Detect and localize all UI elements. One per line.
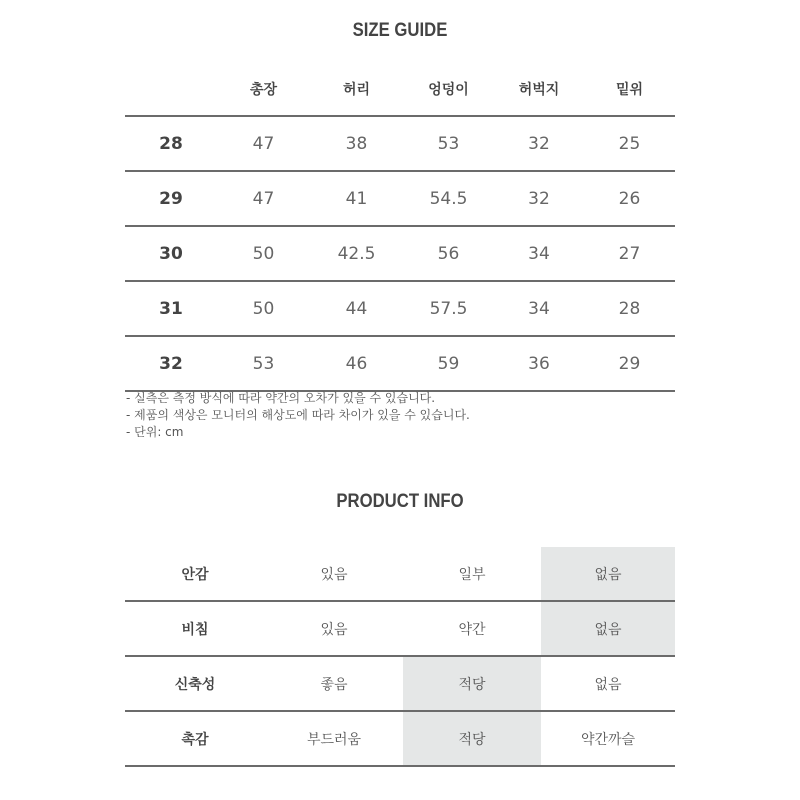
attribute-option: 있음 [320, 566, 348, 583]
table-cell: 34 [528, 298, 550, 319]
attribute-option: 좋음 [320, 676, 348, 693]
column-header: 밑위 [615, 81, 644, 98]
note-line: - 단위: cm [126, 425, 184, 439]
table-cell: 38 [345, 133, 368, 154]
column-header: 허벅지 [518, 81, 560, 98]
table-cell: 25 [618, 133, 641, 154]
attribute-option: 없음 [594, 676, 622, 693]
table-cell: 47 [252, 188, 275, 209]
attribute-label: 안감 [181, 566, 209, 583]
size-label: 32 [159, 353, 183, 374]
table-cell: 34 [528, 243, 550, 264]
column-header: 엉덩이 [428, 81, 469, 98]
table-cell: 28 [618, 298, 641, 319]
attribute-option: 적당 [403, 657, 541, 710]
note-line: - 실측은 측정 방식에 따라 약간의 오차가 있을 수 있습니다. [126, 391, 436, 405]
attribute-option: 일부 [458, 566, 486, 583]
size-label: 28 [159, 133, 183, 154]
table-cell: 57.5 [429, 298, 468, 319]
attribute-label: 비침 [181, 621, 209, 638]
table-cell: 36 [528, 353, 550, 374]
attribute-option: 있음 [320, 621, 348, 638]
column-header: 허리 [342, 81, 371, 98]
table-row [125, 712, 675, 767]
table-cell: 42.5 [337, 243, 376, 264]
table-row [125, 602, 675, 657]
size-notes [126, 390, 470, 441]
table-row [125, 227, 675, 282]
table-cell: 54.5 [429, 188, 468, 209]
attribute-label: 촉감 [181, 731, 209, 748]
table-cell: 26 [618, 188, 641, 209]
note-line: - 제품의 색상은 모니터의 해상도에 따라 차이가 있을 수 있습니다. [126, 408, 470, 422]
size-table-header [125, 62, 675, 117]
table-cell: 29 [618, 353, 641, 374]
table-cell: 32 [528, 133, 550, 154]
table-row [125, 117, 675, 172]
size-table [125, 62, 675, 392]
table-cell: 50 [252, 298, 275, 319]
table-row [125, 657, 675, 712]
column-header: 총장 [249, 81, 278, 98]
table-cell: 53 [437, 133, 460, 154]
size-guide-title: SIZE GUIDE [352, 20, 448, 41]
table-cell: 53 [252, 353, 275, 374]
table-row [125, 282, 675, 337]
attribute-label: 신축성 [174, 676, 216, 693]
table-row [125, 547, 675, 602]
product-info-title: PRODUCT INFO [336, 491, 464, 512]
table-row [125, 337, 675, 392]
table-cell: 27 [618, 243, 641, 264]
attribute-option: 약간까슬 [580, 731, 636, 748]
table-cell: 47 [252, 133, 275, 154]
attribute-option: 적당 [403, 712, 541, 765]
table-cell: 50 [252, 243, 275, 264]
table-cell: 56 [437, 243, 460, 264]
attribute-option: 부드러움 [306, 731, 362, 748]
product-info-table [125, 547, 675, 767]
table-cell: 32 [528, 188, 550, 209]
attribute-option: 약간 [458, 621, 486, 638]
attribute-option: 없음 [541, 547, 675, 600]
table-cell: 46 [345, 353, 368, 374]
table-cell: 59 [437, 353, 460, 374]
size-label: 31 [159, 298, 183, 319]
table-row [125, 172, 675, 227]
size-label: 29 [159, 188, 183, 209]
table-cell: 41 [345, 188, 368, 209]
size-label: 30 [159, 243, 183, 264]
attribute-option: 없음 [541, 602, 675, 655]
table-cell: 44 [345, 298, 368, 319]
